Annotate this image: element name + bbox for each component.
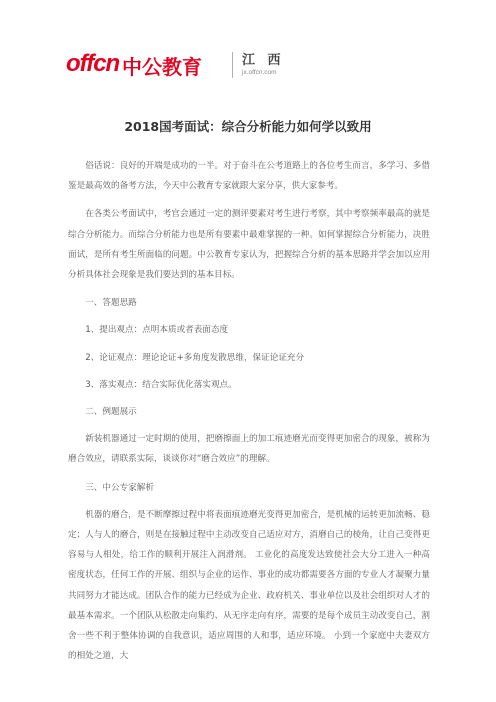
section-heading-example: 二、例题展示: [85, 407, 137, 418]
header: [66, 44, 326, 84]
list-item-step-2: 2、论证观点：理论论证+多角度发散思维，保证论证充分: [85, 352, 305, 363]
document-title: 2018国考面试：综合分析能力如何学以致用: [124, 119, 372, 134]
document-body: [68, 156, 430, 674]
region-name: 江 西: [242, 53, 285, 68]
paragraph-overview: 在各类公考面试中，考官会通过一定的测评要素对考生进行考察，其中考察频率最高的就是综合分析能力。而综合分析能力也是所有要素中最难掌握的一种。如何掌握综合分析能力，决胜面试，是所有考生所面临的问题。中公教育专家认为，把握综合分析的基本思路并学会加以应用分析具体社会现象是我们要达到的基本目标。: [68, 209, 430, 281]
paragraph-intro: 俗话说：良好的开端是成功的一半。对于奋斗在公考道路上的各位考生而言，多学习、多借鉴是最高效的备考方法，今天中公教育专家就跟大家分享，供大家参考。: [68, 161, 430, 192]
logo-divider: [232, 52, 233, 78]
region-url: jx.offcn.com: [242, 69, 277, 76]
list-item-step-3: 3、落实观点：结合实际优化落实观点。: [85, 379, 237, 390]
paragraph-analysis: 机器的磨合，是不断摩擦过程中将表面痕迹磨光变得更加密合，是机械的运转更加流畅、稳定；人与人的磨合，则是在接触过程中主动改变自己适应对方，消磨自己的棱角，让自己变得更容易与人相处，给工作的顺利开展注入润滑剂。 工业化的高度发达致使社会大分工进入一种高密度状态，任何工作的开展、组织与企业的运作、事业的成功都需要各方面的专业人才凝聚力量共同努力才能达成。团队合作的能力已经成为企业、政府机关、事业单位以及社会组织对人才的最基本需求。一个团队从松散走向集约、从无序走向有序，需要的是每个成员主动改变自己，割舍一些不利于整体协调的自我意识，适应周围的人和事，适应环境。 小到一个家庭中夫妻双方的相处之道，大: [68, 509, 430, 662]
offcn-logo-chinese: 中公教育: [122, 55, 202, 79]
offcn-logo: offcn: [66, 50, 120, 77]
section-heading-answer-approach: 一、答题思路: [85, 298, 137, 309]
list-item-step-1: 1、提出观点：点明本质或者表面态度: [85, 325, 229, 336]
paragraph-example-question: 新装机器通过一定时期的使用，把磨擦面上的加工痕迹磨光而变得更加密合的现象，被称为磨合效应，请联系实际，谈谈你对“磨合效应”的理解。: [68, 434, 430, 465]
section-heading-analysis: 三、中公专家解析: [85, 482, 154, 493]
